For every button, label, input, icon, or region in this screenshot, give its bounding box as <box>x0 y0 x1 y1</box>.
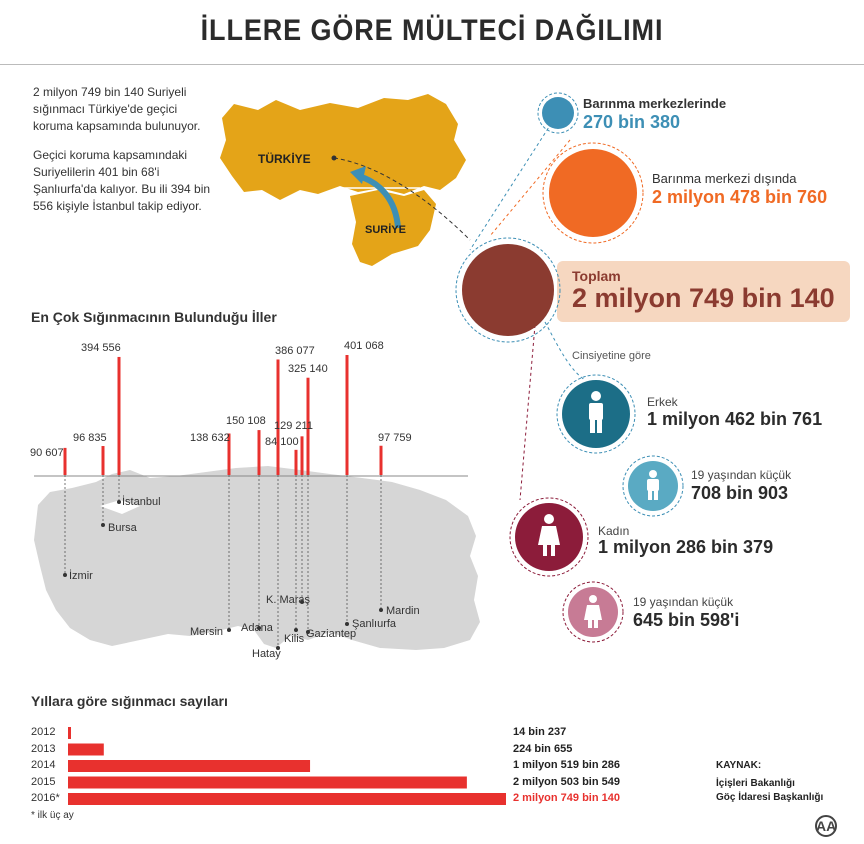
year-chart-title: Yıllara göre sığınmacı sayıları <box>31 693 228 709</box>
source-line-1: İçişleri Bakanlığı <box>716 778 795 789</box>
gender-heading: Cinsiyetine göre <box>572 350 651 362</box>
city-bar <box>64 448 67 475</box>
map-label-turkey: TÜRKİYE <box>258 152 311 166</box>
year-bar <box>68 760 310 772</box>
city-bar <box>118 357 121 475</box>
city-name-label: Mardin <box>386 605 420 617</box>
outside-circle <box>549 149 637 237</box>
city-value-label: 84 100 <box>265 436 299 448</box>
city-value-label: 325 140 <box>288 363 328 375</box>
city-value-label: 394 556 <box>81 342 121 354</box>
city-value-label: 150 108 <box>226 415 266 427</box>
city-pin-dot <box>345 622 349 626</box>
male-value: 1 milyon 462 bin 761 <box>647 409 823 429</box>
year-bars <box>68 727 506 805</box>
city-bar <box>277 359 280 475</box>
aa-logo <box>816 816 836 836</box>
city-name-label: K. Maraş <box>266 594 311 606</box>
city-bar <box>380 446 383 475</box>
year-bar <box>68 793 506 805</box>
year-value-label: 1 milyon 519 bin 286 <box>513 759 620 771</box>
city-value-label: 96 835 <box>73 432 107 444</box>
city-chart-title: En Çok Sığınmacının Bulunduğu İller <box>31 309 277 325</box>
city-pin-dot <box>101 523 105 527</box>
year-bar <box>68 727 71 739</box>
year-label: 2013 <box>31 742 56 755</box>
city-name-label: Gaziantep <box>306 628 357 640</box>
city-name-label: Hatay <box>252 648 281 660</box>
total-value: 2 milyon 749 bin 140 <box>572 283 835 313</box>
male-label: Erkek <box>647 395 678 409</box>
turkey-shape <box>220 94 466 200</box>
year-bar <box>68 777 467 789</box>
connector-shelter <box>470 113 558 250</box>
year-footnote: * ilk üç ay <box>31 810 74 821</box>
female-child-value: 645 bin 598'i <box>633 610 740 630</box>
female-label: Kadın <box>598 524 630 538</box>
source-heading: KAYNAK: <box>716 760 762 771</box>
city-value-label: 401 068 <box>344 340 384 352</box>
city-value-label: 386 077 <box>275 345 315 357</box>
city-value-label: 129 211 <box>274 420 313 432</box>
female-value: 1 milyon 286 bin 379 <box>598 537 774 557</box>
outside-label: Barınma merkezi dışında <box>652 171 797 186</box>
female-child-label: 19 yaşından küçük <box>633 595 734 609</box>
city-pin-dot <box>294 628 298 632</box>
city-pin-dot <box>227 628 231 632</box>
source-line-2: Göç İdaresi Başkanlığı <box>716 792 824 803</box>
year-value-label: 2 milyon 749 bin 140 <box>513 792 620 804</box>
city-pin-dot <box>63 573 67 577</box>
intro-paragraph-2: Geçici koruma kapsamındaki Suriyelilerin 401 bin 68'i Şanlıurfa'da kalıyor. Bu ili 394 bin 556 kişiyle İstanbul takip ediyor. <box>33 148 211 213</box>
city-name-label: Bursa <box>108 522 137 534</box>
city-name-label: Kilis <box>284 633 305 645</box>
connector-gender-female <box>520 325 535 500</box>
city-bars <box>64 355 383 475</box>
year-bar <box>68 744 104 756</box>
year-label: 2016* <box>31 792 60 804</box>
city-pin-dot <box>379 608 383 612</box>
city-value-label: 97 759 <box>378 432 412 444</box>
city-bar <box>295 450 298 475</box>
city-bar <box>301 436 304 475</box>
male-child-label: 19 yaşından küçük <box>691 468 792 482</box>
city-name-label: Mersin <box>190 626 224 638</box>
city-value-label: 90 607 <box>30 447 64 459</box>
city-pin-dot <box>117 500 121 504</box>
total-label: Toplam <box>572 268 621 284</box>
city-name-label: İstanbul <box>122 496 161 508</box>
year-label: 2014 <box>31 759 56 771</box>
map-label-syria: SURİYE <box>365 224 406 236</box>
svg-text:AA: AA <box>816 818 837 834</box>
year-value-label: 224 bin 655 <box>513 742 573 755</box>
city-name-label: Şanlıurfa <box>352 618 397 630</box>
city-bar <box>258 430 261 475</box>
male-child-value: 708 bin 903 <box>691 483 789 503</box>
shelter-circle <box>542 97 574 129</box>
region-map <box>220 94 470 266</box>
year-label: 2012 <box>31 726 56 738</box>
year-value-label: 2 milyon 503 bin 549 <box>513 775 620 788</box>
year-label: 2015 <box>31 775 56 788</box>
outside-value: 2 milyon 478 bin 760 <box>652 187 828 207</box>
city-name-label: İzmir <box>69 570 93 582</box>
intro-paragraph-1: 2 milyon 749 bin 140 Suriyeli sığınmacı Türkiye'de geçici koruma kapsamında bulunuyor. <box>33 85 201 133</box>
city-name-label: Adana <box>241 622 273 634</box>
city-value-label: 138 632 <box>190 432 230 444</box>
total-circle <box>462 244 554 336</box>
year-value-label: 14 bin 237 <box>513 726 567 738</box>
city-bar <box>346 355 349 475</box>
shelter-label: Barınma merkezlerinde <box>583 96 727 111</box>
shelter-value: 270 bin 380 <box>583 112 681 132</box>
city-bar <box>102 446 105 475</box>
page-title: İLLERE GÖRE MÜLTECİ DAĞILIMI <box>200 14 664 47</box>
